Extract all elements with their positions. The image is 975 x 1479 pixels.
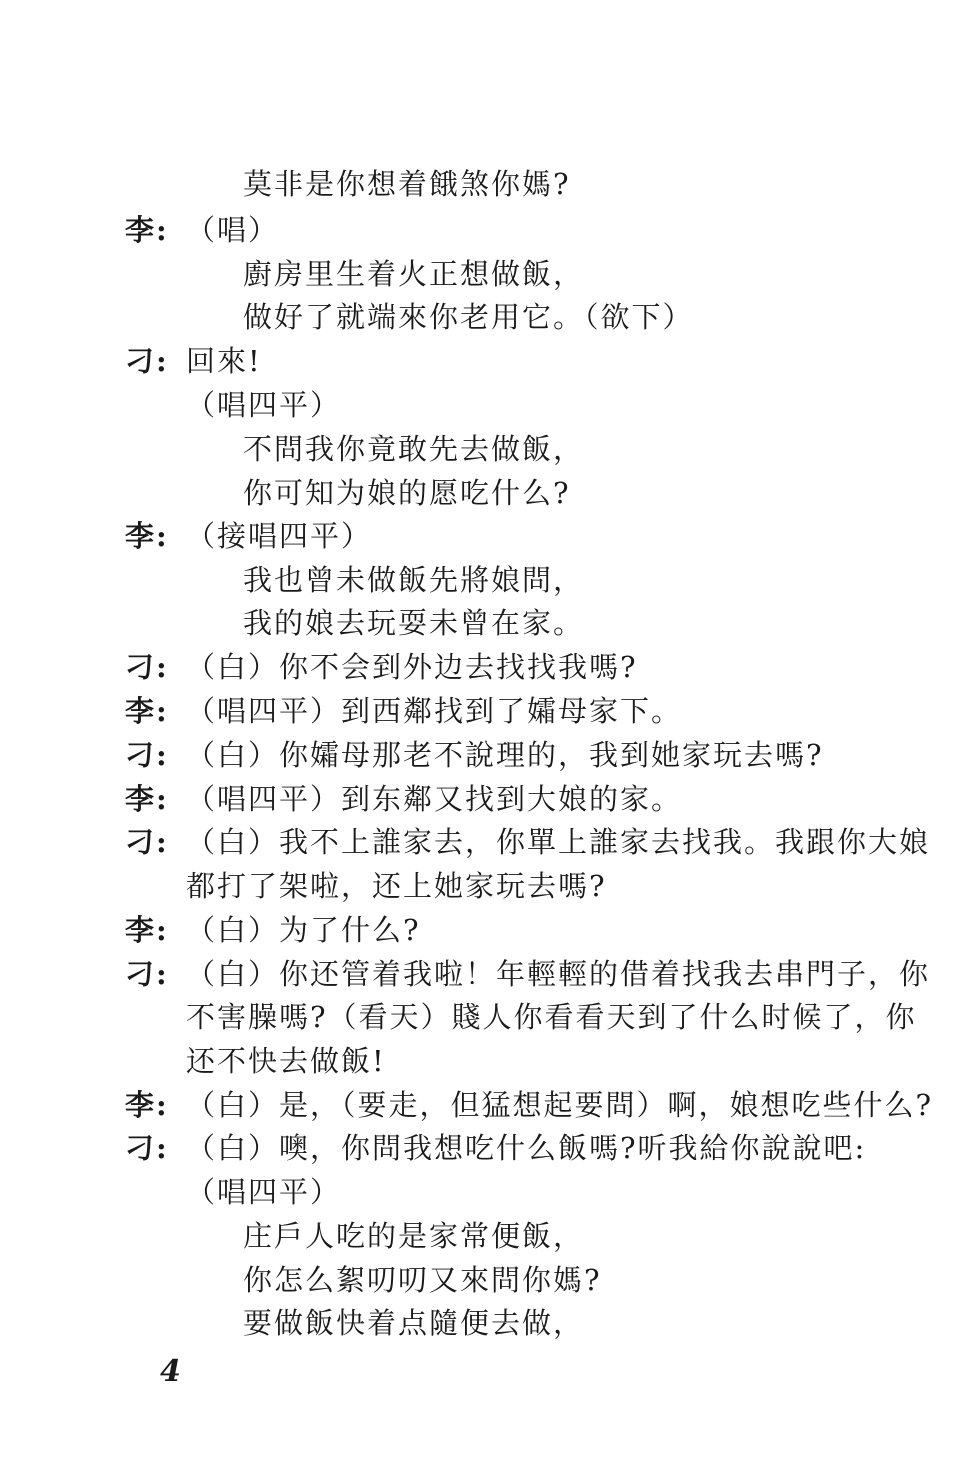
speaker-label: 刁: xyxy=(125,1131,169,1165)
line-text: 廚房里生着火正想做飯， xyxy=(243,257,585,291)
line-text: （唱四平） xyxy=(186,1175,342,1209)
speaker-label: 刁: xyxy=(125,344,169,378)
line-text: 庄戶人吃的是家常便飯， xyxy=(243,1219,585,1253)
line-text: 做好了就端來你老用它。（欲下） xyxy=(243,300,694,334)
line-text: （白）为了什么? xyxy=(186,913,421,947)
line-text: （唱四平）到西鄰找到了孀母家下。 xyxy=(186,694,683,728)
line-text: （唱四平） xyxy=(186,388,342,422)
line-text: 不害臊嗎?（看天）賤人你看看天到了什么时候了，你 xyxy=(186,1000,917,1034)
line-text: （白）你孀母那老不說理的，我到她家玩去嗎? xyxy=(186,738,824,772)
line-text: （白）你还管着我啦！年輕輕的借着找我去串門子，你 xyxy=(186,957,931,991)
line-text: 要做飯快着点隨便去做， xyxy=(243,1306,585,1340)
line-text: 我也曾未做飯先將娘問， xyxy=(243,563,585,597)
line-text: （白）我不上誰家去，你單上誰家去找我。我跟你大娘 xyxy=(186,825,931,859)
speaker-label: 刁: xyxy=(125,650,169,684)
page-number: 4 xyxy=(160,1354,181,1389)
line-text: （接唱四平） xyxy=(186,519,373,553)
line-text: （白）噢，你問我想吃什么飯嗎?听我給你說說吧: xyxy=(186,1131,867,1165)
line-text: 都打了架啦，还上她家玩去嗎? xyxy=(186,869,607,903)
line-text: （唱四平）到东鄰又找到大娘的家。 xyxy=(186,782,683,816)
line-text: 你怎么絮叨叨又來問你媽? xyxy=(243,1263,602,1297)
speaker-label: 李: xyxy=(125,913,169,947)
speaker-label: 刁: xyxy=(125,957,169,991)
line-text: 我的娘去玩耍未曾在家。 xyxy=(243,606,585,640)
speaker-label: 刁: xyxy=(125,738,169,772)
line-text: 你可知为娘的愿吃什么? xyxy=(243,476,571,510)
speaker-label: 李: xyxy=(125,694,169,728)
line-text: （白）你不会到外边去找找我嗎? xyxy=(186,650,638,684)
speaker-label: 刁: xyxy=(125,825,169,859)
speaker-label: 李: xyxy=(125,213,169,247)
line-text: （白）是，（要走，但猛想起要問）啊，娘想吃些什么? xyxy=(186,1088,934,1122)
line-text: 还不快去做飯! xyxy=(186,1044,386,1078)
line-text: 不問我你竟敢先去做飯， xyxy=(243,432,585,466)
line-text: 回來! xyxy=(186,344,262,378)
speaker-label: 李: xyxy=(125,519,169,553)
speaker-label: 李: xyxy=(125,782,169,816)
line-text: 莫非是你想着餓煞你媽? xyxy=(243,167,571,201)
line-text: （唱） xyxy=(186,213,280,247)
speaker-label: 李: xyxy=(125,1088,169,1122)
